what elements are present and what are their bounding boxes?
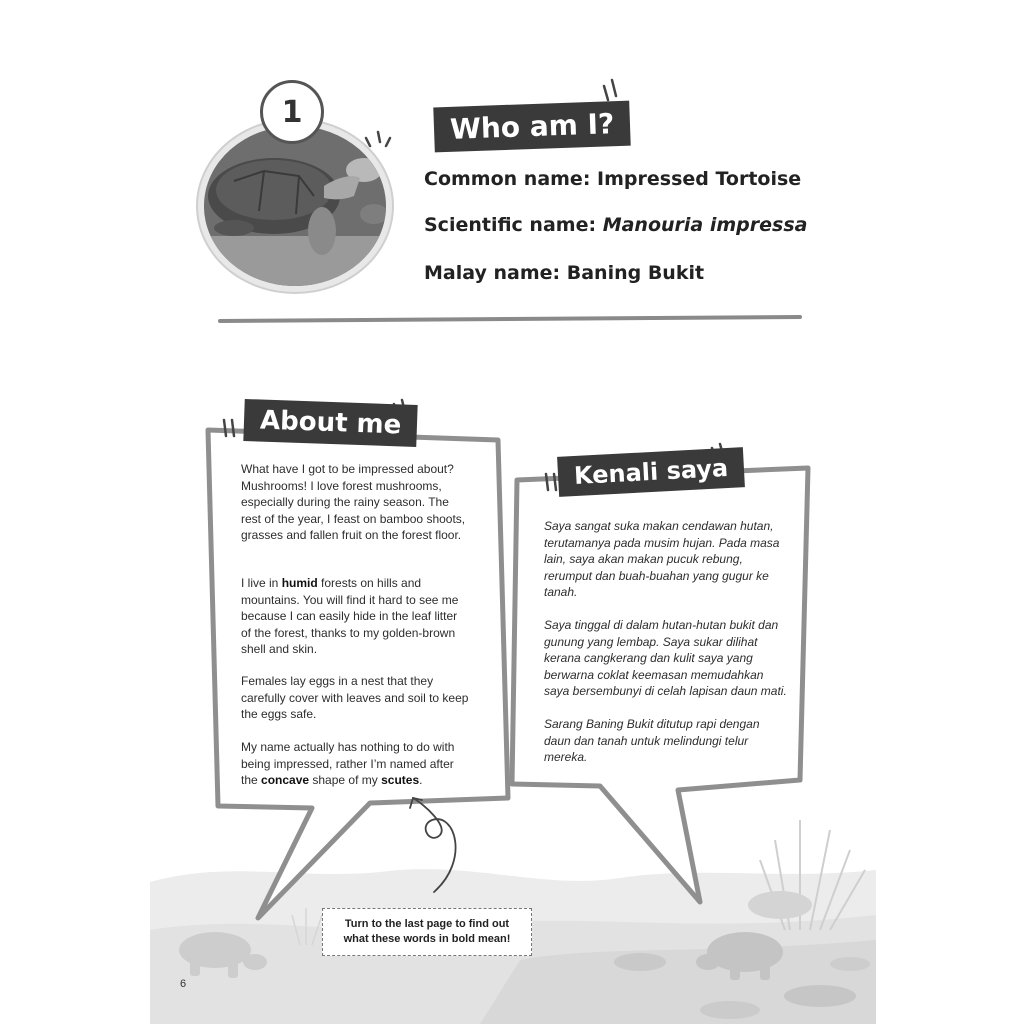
scientific-name-value: Manouria impressa	[602, 214, 808, 236]
about-en-paragraph-3: Females lay eggs in a nest that they carefully cover with leaves and soil to keep the eggs safe.	[241, 674, 469, 721]
page	[150, 0, 876, 1024]
about-me-title: About me	[243, 399, 418, 447]
about-en-paragraph-1: What have I got to be impressed about? Mushrooms! I love forest mushrooms, especially during the rainy season. The rest of the year, I feast on bamboo shoots, grasses and fallen fruit on the forest floor.	[241, 462, 466, 542]
text-run: I live in	[241, 576, 282, 590]
scientific-name-line	[424, 214, 807, 236]
tortoise-photo	[204, 126, 386, 286]
about-ms-paragraph-2: Saya tinggal di dalam hutan-hutan bukit dan gunung yang lembap. Saya sukar dilihat kerana cangkerang dan kulit saya yang berwarna coklat keemasan memudahkan saya bersembunyi di celah lapisan daun mati.	[544, 618, 787, 698]
number-badge: 1	[260, 80, 324, 144]
lily-pad-icon	[830, 957, 870, 971]
lily-pad-icon	[784, 985, 856, 1007]
malay-name-label: Malay name:	[424, 262, 561, 284]
who-am-i-title: Who am I?	[433, 101, 631, 153]
text-run: shape of my	[309, 773, 382, 787]
page-number: 6	[180, 978, 187, 990]
about-en-paragraph-2	[241, 575, 469, 658]
kenali-saya-title: Kenali saya	[557, 447, 745, 497]
malay-name-line	[424, 262, 704, 284]
rock-shape	[748, 891, 812, 919]
lily-pad-icon	[700, 1001, 760, 1019]
about-ms-paragraph-1: Saya sangat suka makan cendawan hutan, terutamanya pada musim hujan. Pada masa lain, saya akan makan pucuk rebung, rerumput dan buah-buahan yang gugur ke tanah.	[544, 519, 780, 599]
common-name-label: Common name:	[424, 168, 591, 190]
about-en-paragraph-4	[241, 739, 473, 789]
bold-word-scutes: scutes	[381, 773, 420, 787]
lily-pad-icon	[614, 953, 666, 971]
common-name-line	[424, 168, 801, 190]
text-run: My name actually has nothing to do with being impressed, rather I’m named after the	[241, 740, 455, 787]
text-run: forests on hills and mountains. You will find it hard to see me because I can easily hide in the leaf litter of the forest, thanks to my golden-brown shell and skin.	[241, 576, 459, 656]
note-line-1: Turn to the last page to find out	[344, 918, 510, 930]
common-name-value: Impressed Tortoise	[597, 168, 802, 190]
note-line-2: what these words in bold mean!	[343, 933, 511, 945]
bold-word-concave: concave	[261, 773, 310, 787]
text-run: .	[419, 773, 423, 787]
malay-name-value: Baning Bukit	[566, 262, 705, 284]
bold-words-note	[322, 908, 532, 956]
scientific-name-label: Scientific name:	[424, 214, 597, 236]
about-ms-paragraph-3: Sarang Baning Bukit ditutup rapi dengan daun dan tanah untuk melindungi telur mereka.	[544, 717, 760, 764]
bold-word-humid: humid	[281, 576, 318, 590]
